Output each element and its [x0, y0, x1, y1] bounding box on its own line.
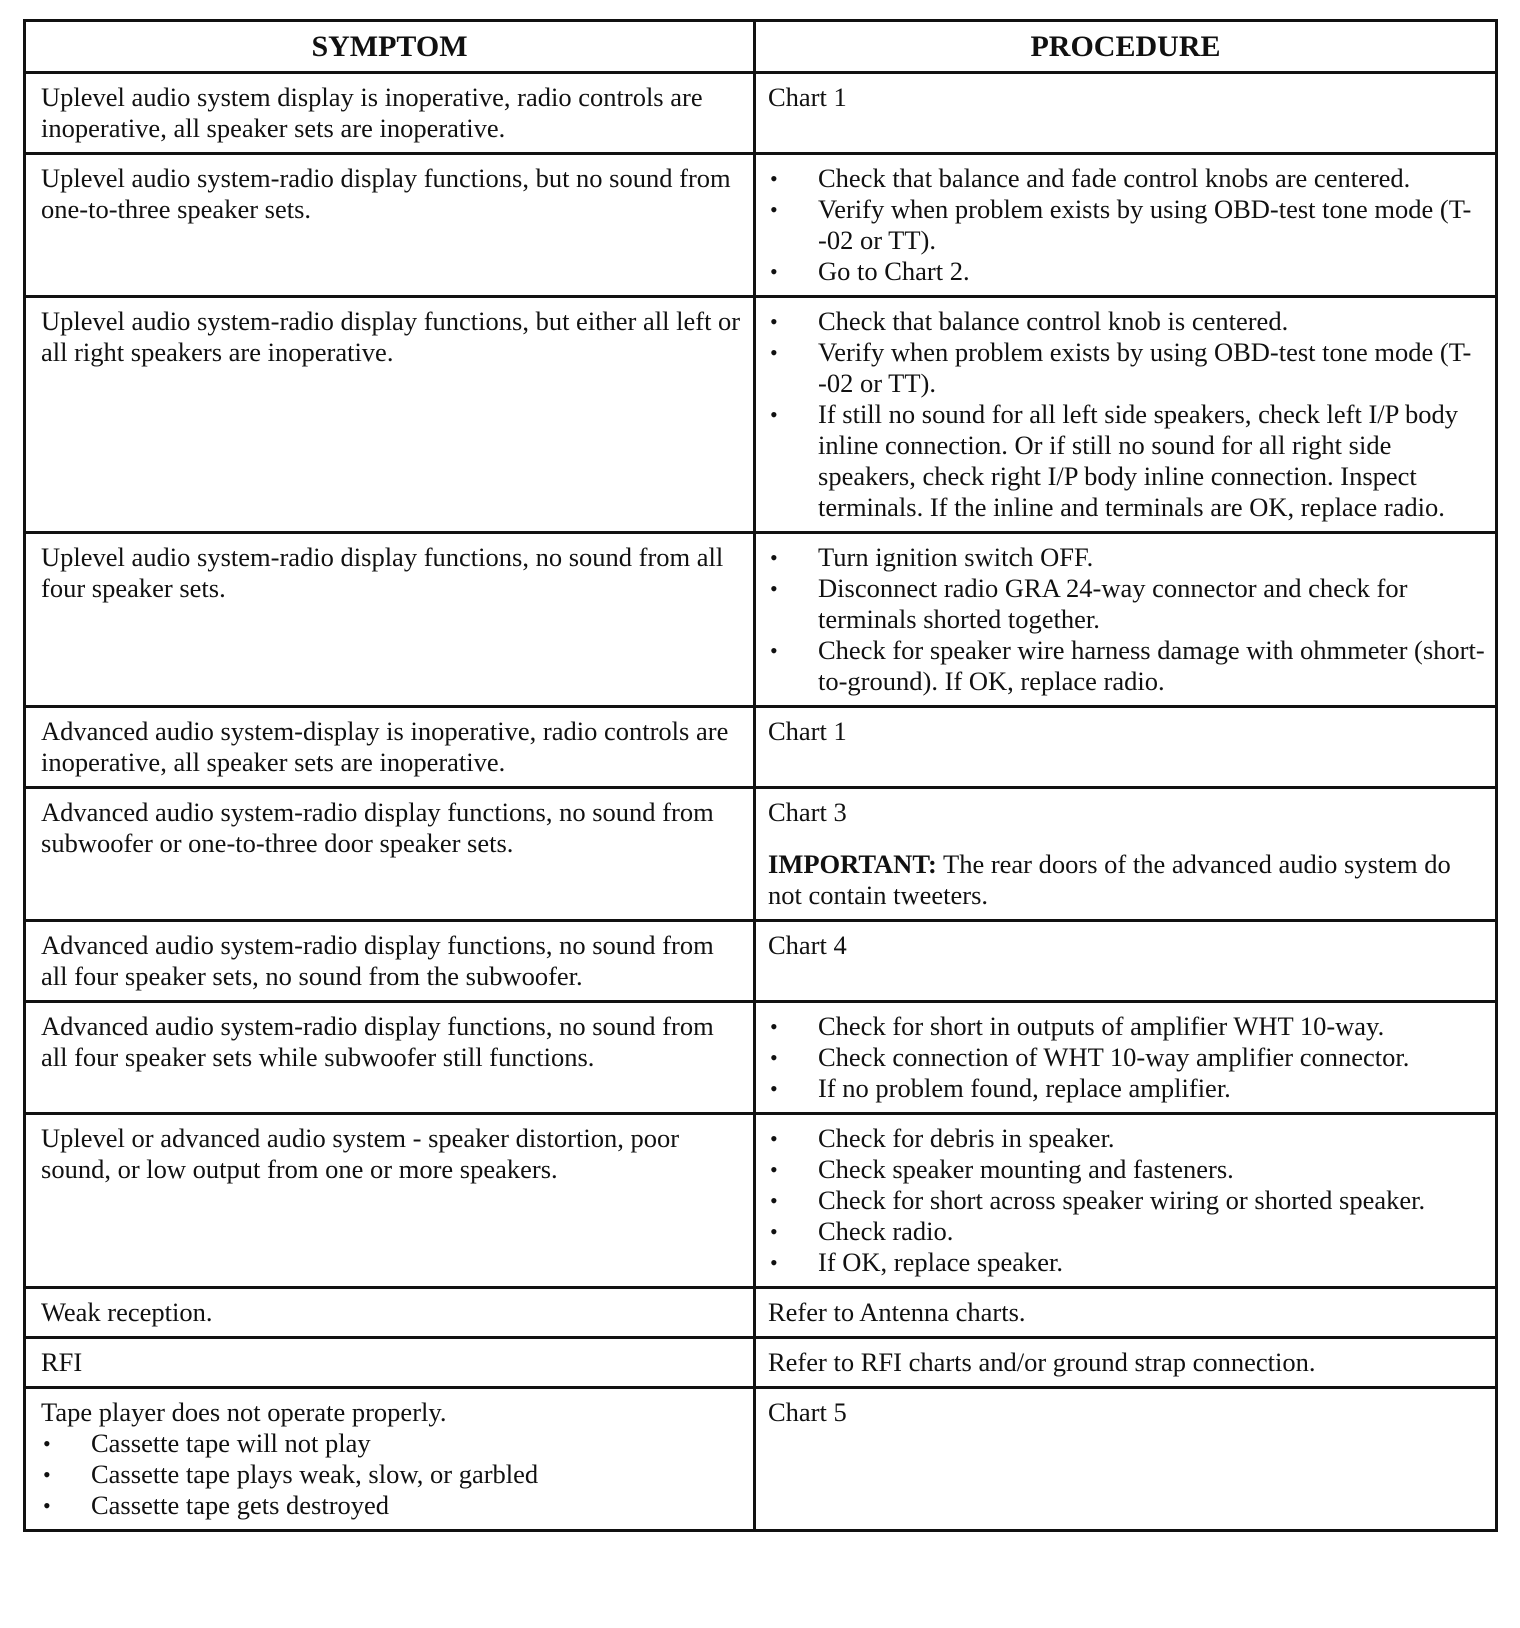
- important-text: The rear doors of the advanced audio system do not contain tweeters.: [768, 849, 1451, 910]
- procedure-bullet-list: [768, 542, 1489, 697]
- procedure-bullet: • Disconnect radio GRA 24-way connector and check for terminals shorted together.: [768, 573, 1489, 635]
- procedure-cell: [755, 1288, 1497, 1338]
- procedure-cell: [755, 921, 1497, 1002]
- table-row: [25, 788, 1497, 921]
- procedure-text: Chart 5: [768, 1397, 847, 1427]
- procedure-cell: [755, 1002, 1497, 1114]
- procedure-bullet: • Go to Chart 2.: [768, 256, 1489, 287]
- procedure-text: Chart 3: [768, 797, 847, 827]
- procedure-text: Refer to Antenna charts.: [768, 1297, 1026, 1327]
- procedure-bullet: • Check connection of WHT 10-way amplifier connector.: [768, 1042, 1489, 1073]
- important-note: [768, 849, 1489, 911]
- procedure-bullet: • Turn ignition switch OFF.: [768, 542, 1489, 573]
- table-row: [25, 1002, 1497, 1114]
- procedure-bullet-list: [768, 163, 1489, 287]
- procedure-cell: [755, 1114, 1497, 1288]
- procedure-bullet-list: [768, 1123, 1489, 1278]
- important-label: IMPORTANT:: [768, 849, 937, 879]
- procedure-bullet: • If still no sound for all left side speakers, check left I/P body inline connection. Or if still no sound for all right side speakers, check right I/P body inline connection. Inspect terminals. If the inline and terminals are OK, replace radio.: [768, 399, 1489, 523]
- symptom-cell: Uplevel or advanced audio system - speaker distortion, poor sound, or low output from one or more speakers.: [25, 1114, 755, 1288]
- table-row: [25, 73, 1497, 154]
- procedure-bullet: • Check that balance and fade control knobs are centered.: [768, 163, 1489, 194]
- table-row: [25, 154, 1497, 297]
- symptom-cell: Uplevel audio system-radio display functions, but no sound from one-to-three speaker sets.: [25, 154, 755, 297]
- symptom-cell: Weak reception.: [25, 1288, 755, 1338]
- symptom-text: Tape player does not operate properly.: [41, 1397, 447, 1427]
- procedure-cell: [755, 73, 1497, 154]
- procedure-cell: [755, 1388, 1497, 1531]
- procedure-text: Refer to RFI charts and/or ground strap connection.: [768, 1347, 1316, 1377]
- symptom-bullet: • Cassette tape plays weak, slow, or garbled: [41, 1459, 743, 1490]
- symptom-procedure-table: [23, 19, 1498, 1532]
- symptom-cell: Uplevel audio system-radio display functions, no sound from all four speaker sets.: [25, 533, 755, 707]
- procedure-cell: [755, 297, 1497, 533]
- procedure-bullet: • Verify when problem exists by using OBD-test tone mode (T--02 or TT).: [768, 194, 1489, 256]
- table-row: [25, 707, 1497, 788]
- symptom-bullet-list: [41, 1428, 743, 1521]
- procedure-bullet-list: [768, 1011, 1489, 1104]
- table-row: [25, 1338, 1497, 1388]
- symptom-cell: RFI: [25, 1338, 755, 1388]
- table-row: [25, 1114, 1497, 1288]
- table-header-row: [25, 21, 1497, 73]
- table-row: [25, 1288, 1497, 1338]
- procedure-bullet: • Check speaker mounting and fasteners.: [768, 1154, 1489, 1185]
- procedure-text: Chart 1: [768, 716, 847, 746]
- column-header-symptom: SYMPTOM: [25, 21, 755, 73]
- procedure-cell: [755, 1338, 1497, 1388]
- column-header-procedure: PROCEDURE: [755, 21, 1497, 73]
- symptom-cell: [25, 1388, 755, 1531]
- procedure-bullet: • If OK, replace speaker.: [768, 1247, 1489, 1278]
- procedure-text: Chart 4: [768, 930, 847, 960]
- table-row: [25, 1388, 1497, 1531]
- procedure-cell: [755, 707, 1497, 788]
- symptom-cell: Uplevel audio system display is inoperative, radio controls are inoperative, all speaker sets are inoperative.: [25, 73, 755, 154]
- symptom-cell: Advanced audio system-radio display functions, no sound from all four speaker sets, no sound from the subwoofer.: [25, 921, 755, 1002]
- procedure-bullet: • Check for debris in speaker.: [768, 1123, 1489, 1154]
- procedure-bullet: • Check radio.: [768, 1216, 1489, 1247]
- procedure-text: Chart 1: [768, 82, 847, 112]
- procedure-bullet: • Verify when problem exists by using OBD-test tone mode (T--02 or TT).: [768, 337, 1489, 399]
- procedure-bullet: • Check that balance control knob is centered.: [768, 306, 1489, 337]
- symptom-cell: Uplevel audio system-radio display functions, but either all left or all right speakers are inoperative.: [25, 297, 755, 533]
- procedure-cell: [755, 533, 1497, 707]
- symptom-cell: Advanced audio system-radio display functions, no sound from all four speaker sets while subwoofer still functions.: [25, 1002, 755, 1114]
- table-row: [25, 921, 1497, 1002]
- symptom-bullet: • Cassette tape gets destroyed: [41, 1490, 743, 1521]
- table-row: [25, 533, 1497, 707]
- procedure-cell: [755, 154, 1497, 297]
- symptom-cell: Advanced audio system-radio display functions, no sound from subwoofer or one-to-three door speaker sets.: [25, 788, 755, 921]
- procedure-bullet: • Check for short across speaker wiring or shorted speaker.: [768, 1185, 1489, 1216]
- table-row: [25, 297, 1497, 533]
- symptom-bullet: • Cassette tape will not play: [41, 1428, 743, 1459]
- procedure-bullet: • Check for speaker wire harness damage with ohmmeter (short-to-ground). If OK, replace radio.: [768, 635, 1489, 697]
- procedure-cell: [755, 788, 1497, 921]
- procedure-bullet: • If no problem found, replace amplifier.: [768, 1073, 1489, 1104]
- procedure-bullet: • Check for short in outputs of amplifier WHT 10-way.: [768, 1011, 1489, 1042]
- procedure-bullet-list: [768, 306, 1489, 523]
- symptom-cell: Advanced audio system-display is inoperative, radio controls are inoperative, all speaker sets are inoperative.: [25, 707, 755, 788]
